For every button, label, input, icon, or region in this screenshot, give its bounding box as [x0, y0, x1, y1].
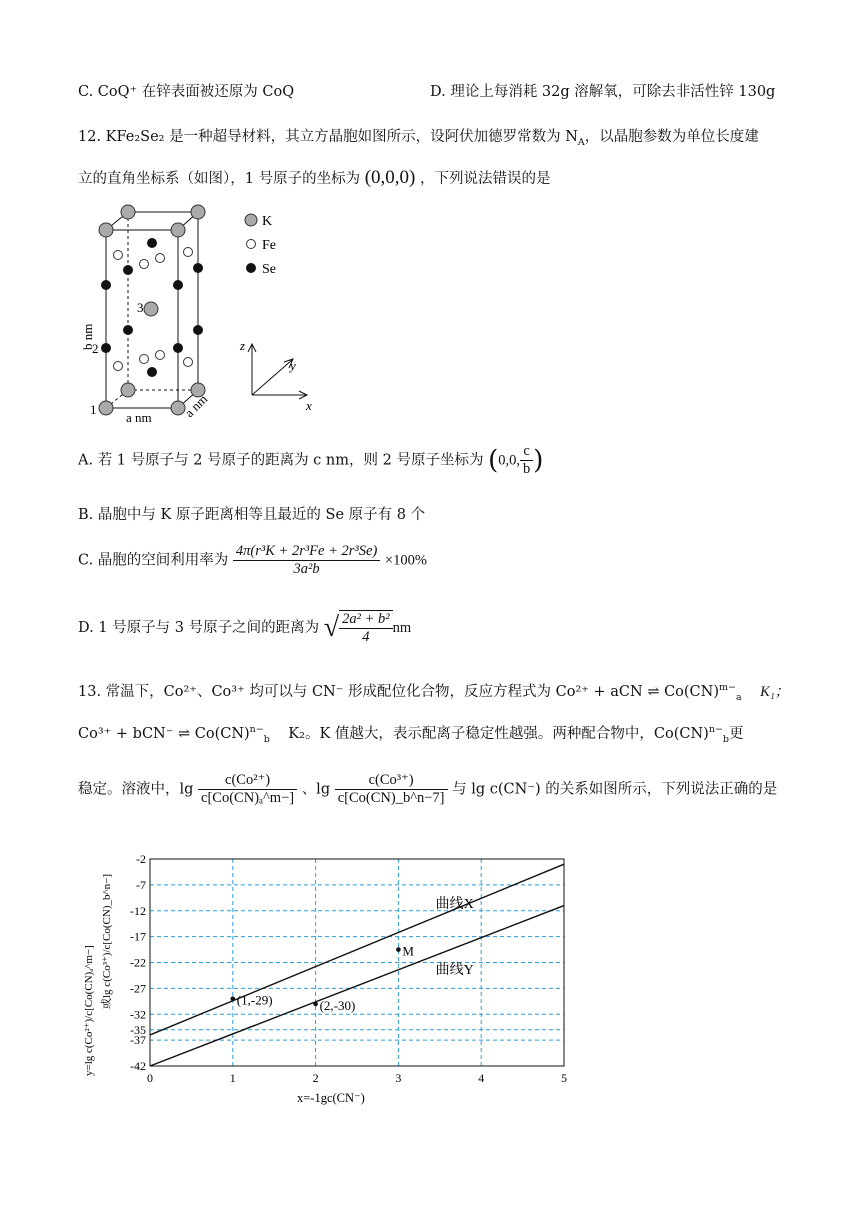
axis-y-label: y [290, 358, 296, 373]
data-point [231, 996, 236, 1001]
q13-stem-line1: 13. 常温下，Co²⁺、Co³⁺ 均可以与 CN⁻ 形成配位化合物，反应方程式为 Co²⁺ + aCN ⇌ Co(CN)$^{m-}_a$ K₁； [78, 682, 790, 703]
k-atom [121, 383, 135, 397]
series-line-x [150, 864, 564, 1035]
q12-option-c: C. 晶胞的空间利用率为 $\frac{\text{4π(r³K + 2r³Fe + 2r³Se)}}{\text{3a²b}}$ ×100% [78, 543, 427, 577]
fe-atom [140, 260, 149, 269]
q12-stem-line1: 12. KFe₂Se₂ 是一种超导材料，其立方晶胞如图所示，设阿伏加德罗常数为 $N_A$，以晶胞参数为单位长度建 [78, 129, 759, 148]
legend-se-label: Se [262, 262, 276, 277]
y-axis-label-1: y=lg c(Co²⁺)/c[Co(CN)ₐ^m−] [83, 945, 95, 1076]
series-label-y: 曲线Y [435, 962, 474, 978]
q13-chart [78, 845, 578, 1110]
q12-stem-line2: 立的直角坐标系（如图），1 号原子的坐标为 (0,0,0) ，下列说法错误的是 [78, 167, 551, 188]
y-tick-label: -37 [130, 1033, 146, 1048]
k-atom-3 [144, 302, 158, 316]
legend-k-marker [245, 214, 257, 226]
legend-se-marker [246, 263, 256, 273]
q12-option-a: A. 若 1 号原子与 2 号原子的距离为 c nm，则 2 号原子坐标为 (0,0, $\frac{c}{b}$ ) [78, 443, 544, 477]
point-label: M [402, 943, 414, 959]
se-atom-2 [101, 343, 111, 353]
series-line-y [150, 906, 564, 1066]
se-atom [173, 343, 183, 353]
x-tick-label: 4 [478, 1071, 485, 1085]
atom-label-2: 2 [92, 341, 99, 356]
y-tick-label: -7 [136, 877, 146, 892]
fe-atom [140, 355, 149, 364]
y-tick-label: -22 [130, 955, 146, 970]
data-point [396, 947, 401, 952]
y-tick-label: -17 [130, 929, 146, 944]
atom-label-3: 3 [137, 300, 144, 315]
legend-k-label: K [262, 214, 273, 229]
a-depth-label: a nm [181, 391, 211, 421]
q13-stem-line2: Co³⁺ + bCN⁻ ⇌ Co(CN)$^{n-}_b$ K₂。K 值越大，表示配离子稳定性越强。两种配合物中，Co(CN)$^{n-}_b$更 [78, 724, 744, 745]
se-atom [123, 325, 133, 335]
y-tick-label: -2 [136, 852, 146, 866]
crystal-cell-figure [78, 200, 338, 425]
se-atom [147, 238, 157, 248]
x-tick-label: 5 [561, 1071, 567, 1085]
x-tick-label: 1 [229, 1071, 236, 1085]
y-axis-label-2: 或lg c(Co³⁺)/c[Co(CN)_b^n−] [101, 873, 113, 1009]
legend-fe-label: Fe [262, 238, 276, 253]
axis-x-label: x [306, 398, 312, 413]
k-atom [121, 205, 135, 219]
se-atom [173, 280, 183, 290]
series-label-x: 曲线X [435, 897, 474, 913]
data-point [313, 1002, 318, 1007]
q12-option-b: B. 晶胞中与 K 原子距离相等且最近的 Se 原子有 8 个 [78, 507, 426, 523]
q11-option-d: D. 理论上每消耗 32g 溶解氧，可除去非活性锌 130g [430, 84, 776, 100]
coordinate-axes [248, 344, 307, 399]
se-atom [193, 263, 203, 273]
point-label: (1,-29) [236, 992, 273, 1008]
y-tick-label: -27 [130, 981, 146, 996]
se-atom [193, 325, 203, 335]
coord-000: (0,0,0) [364, 167, 416, 188]
y-tick-label: -42 [130, 1059, 146, 1073]
x-tick-label: 0 [147, 1071, 153, 1085]
y-tick-label: -35 [130, 1022, 146, 1037]
b-dimension-label: b nm [80, 323, 95, 350]
fe-atom [114, 362, 123, 371]
fe-atom [184, 248, 193, 257]
x-tick-label: 3 [395, 1071, 402, 1085]
y-tick-label: -32 [130, 1007, 146, 1022]
fe-atom [156, 351, 165, 360]
k-atom [99, 223, 113, 237]
se-atom [123, 265, 133, 275]
fe-atom [114, 251, 123, 260]
x-tick-label: 2 [312, 1071, 319, 1085]
k-atom-1 [99, 401, 113, 415]
y-tick-label: -12 [130, 903, 146, 918]
atom-label-1: 1 [90, 402, 97, 417]
x-axis-label: x=-1gc(CN⁻) [297, 1091, 365, 1105]
k-atom [191, 205, 205, 219]
legend-fe-marker [247, 240, 256, 249]
se-atom [101, 280, 111, 290]
axis-z-label: z [240, 338, 246, 353]
q12-option-d: D. 1 号原子与 3 号原子之间的距离为 √ $\frac{\text{2a² + b²}}{4}$ nm [78, 611, 412, 645]
point-label: (2,-30) [319, 997, 356, 1013]
k-atom [171, 223, 185, 237]
a-dimension-label: a nm [126, 410, 152, 425]
fe-atom [156, 254, 165, 263]
se-atom [147, 367, 157, 377]
fe-atom [184, 358, 193, 367]
q13-stem-line3: 稳定。溶液中，lg $\frac{\text{c(Co²⁺)}}{\text{c[Co(CN)ₐ\textasciicircum{}m−]}}$ 、lg $\frac{\text{c(Co³⁺)}}{c[Co(CN)\_b\^{}n-7]}$ 与 lg c(CN⁻) 的关系如图所示，下列说法正确的是 [78, 772, 778, 806]
q11-option-c: C. CoQ⁺ 在锌表面被还原为 CoQ [78, 84, 295, 100]
